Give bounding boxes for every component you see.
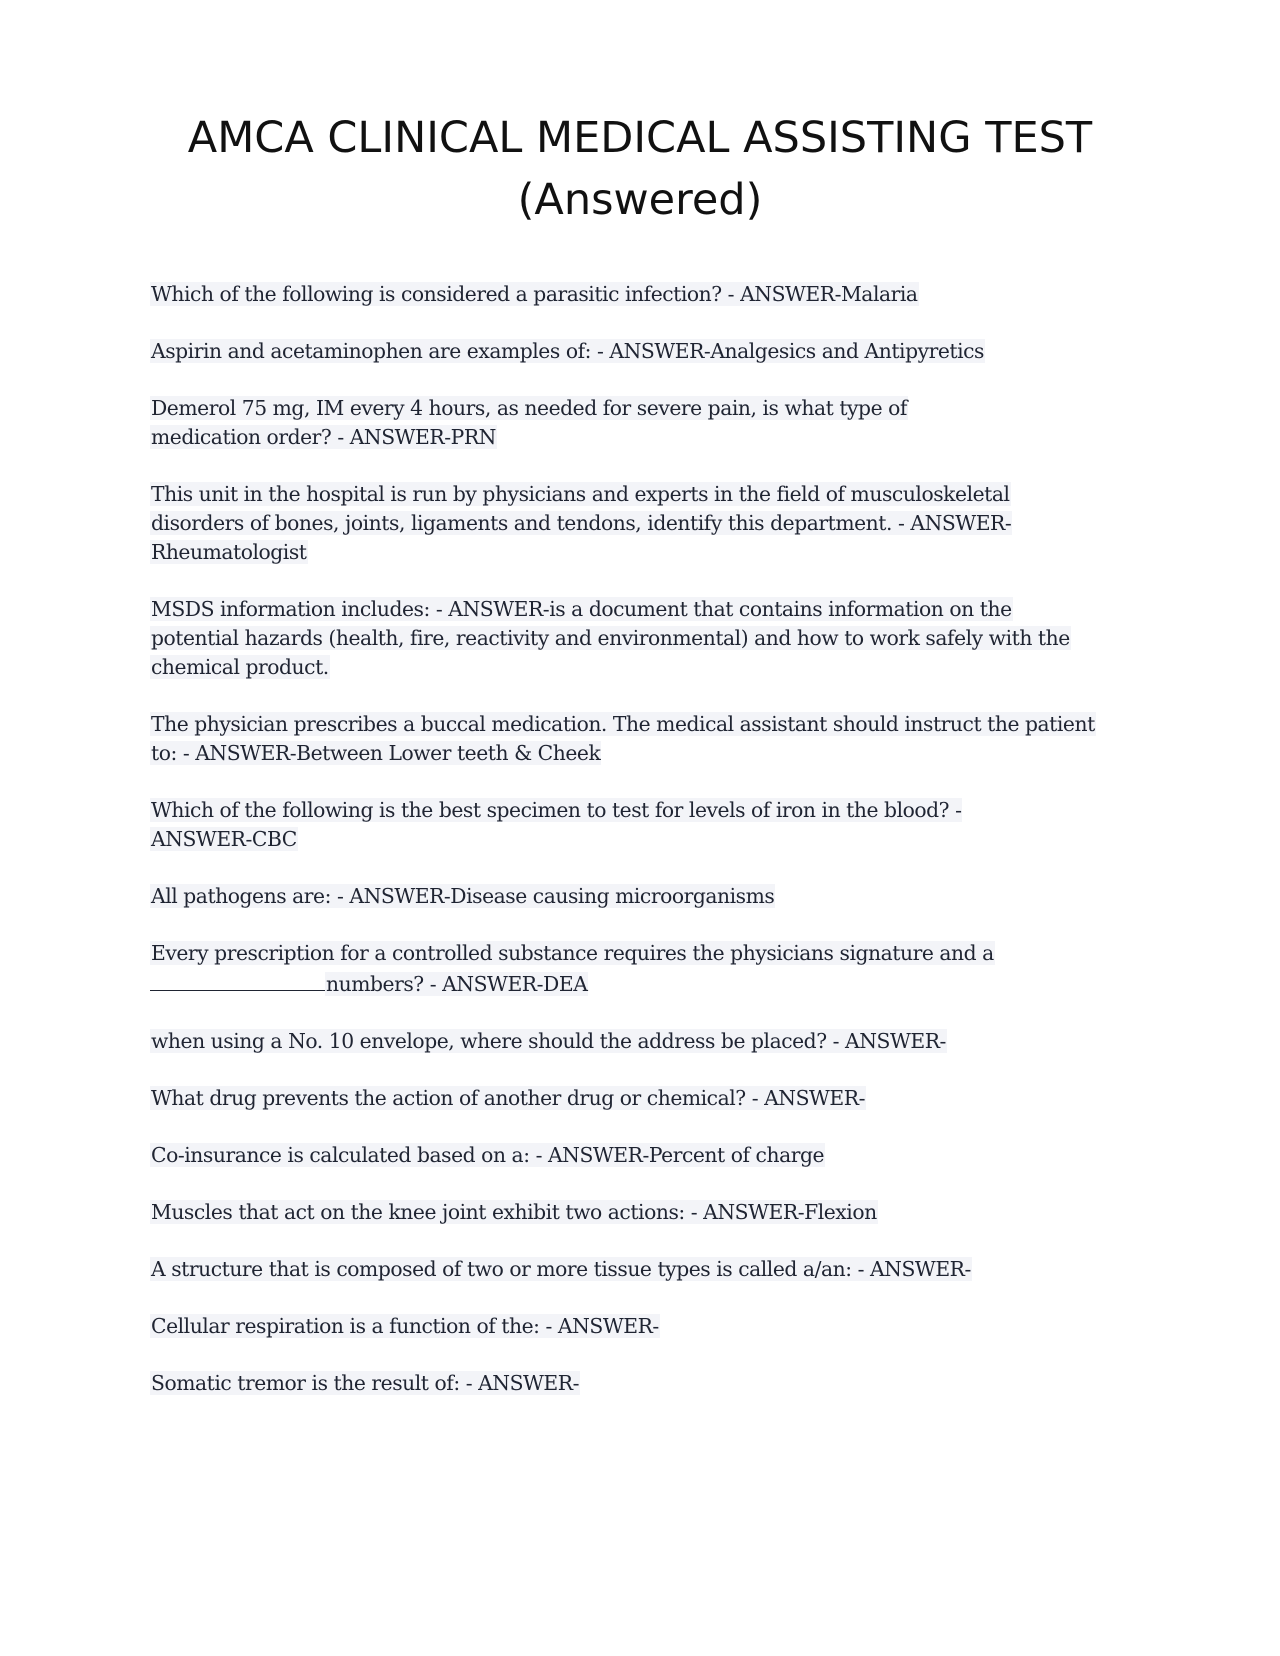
qa-text: Muscles that act on the knee joint exhibit two actions: - ANSWER-Flexion <box>151 1200 877 1224</box>
title-line-2: (Answered) <box>517 175 763 225</box>
qa-line: Demerol 75 mg, IM every 4 hours, as needed for severe pain, is what type of <box>151 396 907 420</box>
qa-item <box>150 337 1135 366</box>
qa-text: All pathogens are: - ANSWER-Disease causing microorganisms <box>151 884 775 908</box>
document-title <box>0 107 1280 231</box>
qa-text: Somatic tremor is the result of: - ANSWER- <box>151 1371 580 1395</box>
qa-item <box>150 280 1135 309</box>
qa-text: What drug prevents the action of another drug or chemical? - ANSWER- <box>151 1086 866 1110</box>
qa-line: disorders of bones, joints, ligaments and tendons, identify this department. - ANSWER- <box>151 511 1012 535</box>
qa-text: when using a No. 10 envelope, where should the address be placed? - ANSWER- <box>151 1029 946 1053</box>
qa-item <box>150 939 1135 999</box>
qa-line: to: - ANSWER-Between Lower teeth & Cheek <box>151 741 601 765</box>
qa-item <box>150 1027 1135 1056</box>
qa-text: Aspirin and acetaminophen are examples of: - ANSWER-Analgesics and Antipyretics <box>151 339 985 363</box>
fill-in-blank <box>150 968 325 991</box>
qa-item <box>150 394 1135 452</box>
qa-item <box>150 1369 1135 1398</box>
qa-text: A structure that is composed of two or more tissue types is called a/an: - ANSWER- <box>151 1257 971 1281</box>
qa-text: Co-insurance is calculated based on a: - ANSWER-Percent of charge <box>151 1143 825 1167</box>
qa-item <box>150 796 1135 854</box>
qa-item <box>150 595 1135 682</box>
qa-item <box>150 1312 1135 1341</box>
title-line-1: AMCA CLINICAL MEDICAL ASSISTING TEST <box>187 113 1093 163</box>
qa-line: MSDS information includes: - ANSWER-is a document that contains information on the <box>151 597 1012 621</box>
qa-line: The physician prescribes a buccal medication. The medical assistant should instruct the patient <box>151 712 1095 736</box>
qa-line: ANSWER-CBC <box>151 827 297 851</box>
qa-item <box>150 710 1135 768</box>
qa-line: potential hazards (health, fire, reactivity and environmental) and how to work safely with the <box>151 626 1070 650</box>
qa-line: Rheumatologist <box>151 540 307 564</box>
qa-list <box>150 280 1135 1426</box>
qa-item <box>150 1198 1135 1227</box>
qa-line: This unit in the hospital is run by physicians and experts in the field of musculoskeletal <box>151 482 1010 506</box>
qa-line: medication order? - ANSWER-PRN <box>151 425 496 449</box>
qa-item <box>150 882 1135 911</box>
qa-item <box>150 1084 1135 1113</box>
qa-line: numbers? - ANSWER-DEA <box>326 972 588 996</box>
qa-line: Which of the following is the best specimen to test for levels of iron in the blood? - <box>151 798 962 822</box>
qa-text: Cellular respiration is a function of the: - ANSWER- <box>151 1314 659 1338</box>
qa-item <box>150 1255 1135 1284</box>
qa-line: chemical product. <box>151 655 329 679</box>
qa-item <box>150 480 1135 567</box>
qa-text: Which of the following is considered a parasitic infection? - ANSWER-Malaria <box>151 282 918 306</box>
qa-line: Every prescription for a controlled substance requires the physicians signature and a <box>151 941 994 965</box>
qa-item <box>150 1141 1135 1170</box>
